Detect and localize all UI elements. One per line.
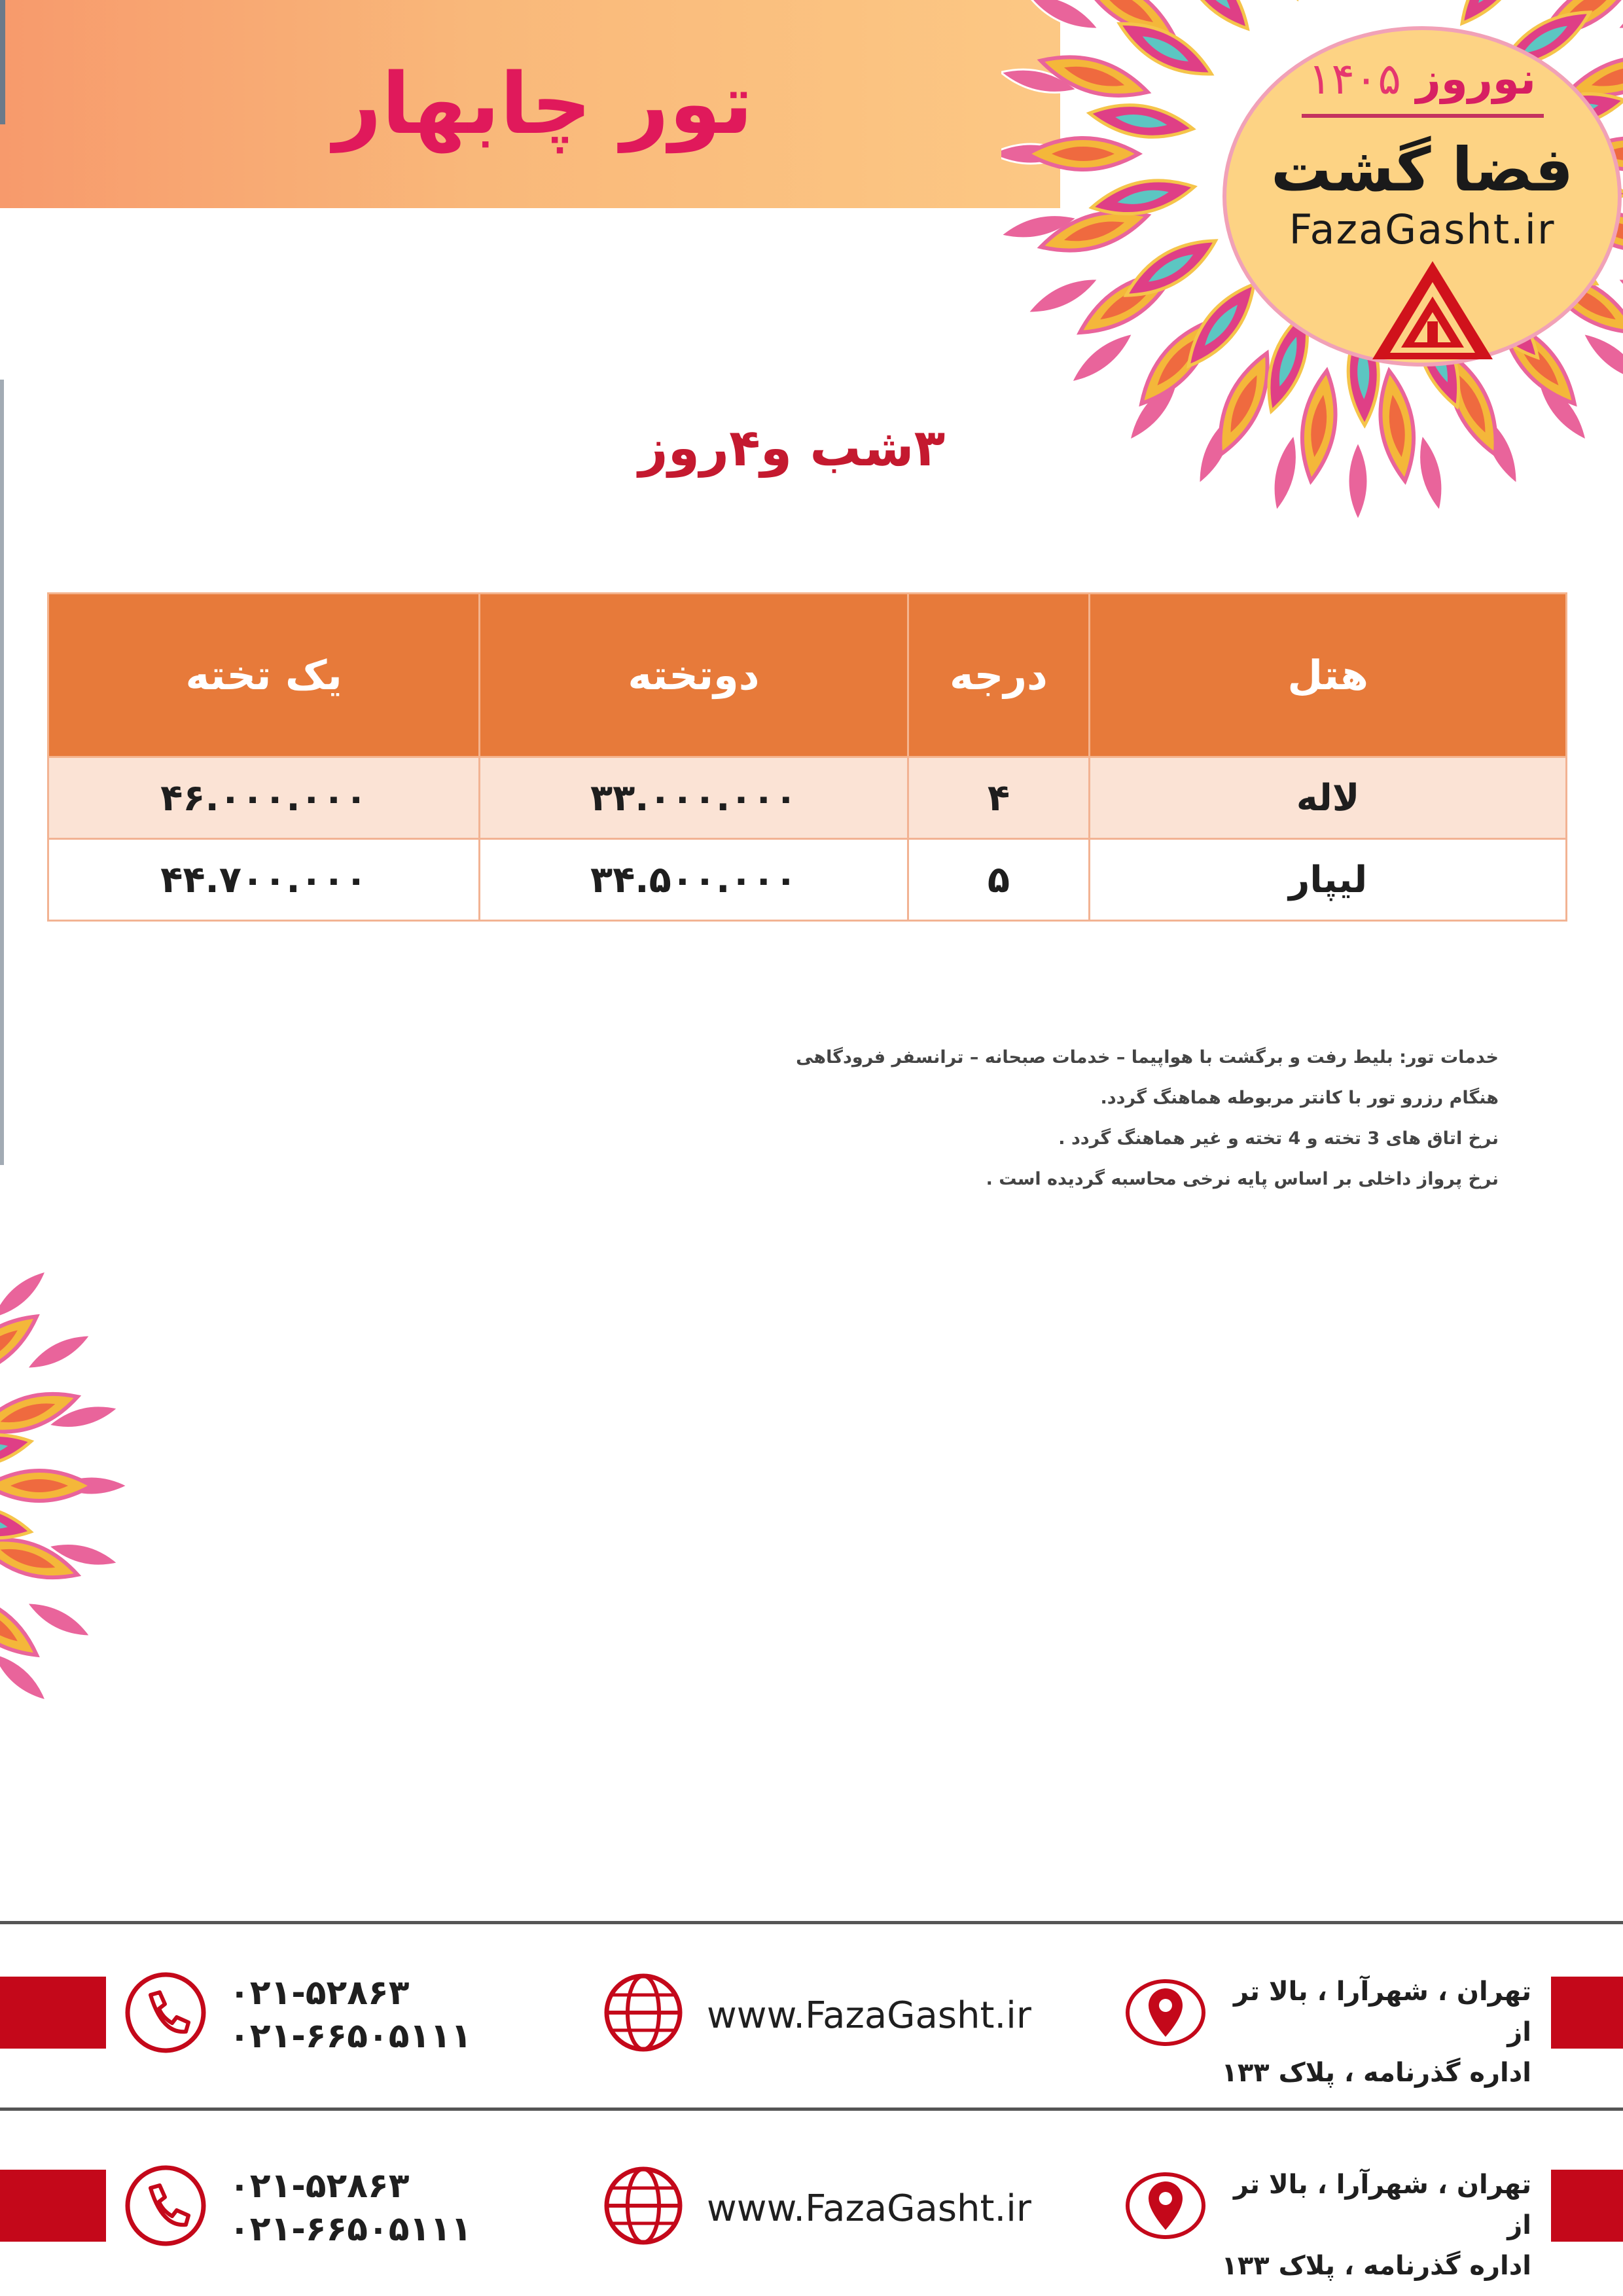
address-line-1: تهران ، شهرآرا ، بالا تر از (1234, 2170, 1531, 2240)
contact-row (0, 2150, 1623, 2281)
location-pin-icon (1124, 1971, 1207, 2054)
mandala-petal (1245, 0, 1311, 4)
phone-number-2: ۰۲۱-۶۶۵۰۵۱۱۱ (229, 2017, 472, 2056)
website-link[interactable]: www.FazaGasht.ir (707, 1994, 1031, 2037)
phone-numbers (229, 1971, 478, 2058)
logo-year: ۱۴۰۵ (1308, 54, 1401, 104)
header-grade: درجه (908, 594, 1090, 757)
table-row (48, 839, 1567, 921)
note-line: خدمات تور: بلیط رفت و برگشت با هواپیما – خدمات صبحانه – ترانسفر فرودگاهی (796, 1047, 1499, 1067)
logo-nowruz-label: نوروز (1416, 54, 1536, 104)
header-single: یک تخته (48, 594, 480, 757)
note-line: نرخ پرواز داخلی بر اساس پایه نرخی محاسبه گردیده است . (986, 1169, 1499, 1189)
location-pin-icon (1124, 2164, 1207, 2247)
tour-notes (654, 1037, 1499, 1200)
globe-icon (602, 2164, 685, 2247)
tour-duration: ۳شب و۴روز (638, 419, 946, 478)
logo-brand-name: فضا گشت (1271, 135, 1573, 205)
left-edge-line (0, 380, 4, 1165)
cell-double: ۳۳.۰۰۰.۰۰۰ (480, 757, 908, 839)
mandala-ornament-left (0, 1152, 131, 1820)
phone-number-1: ۰۲۱-۵۲۸۶۳ (229, 2166, 410, 2206)
address-line-1: تهران ، شهرآرا ، بالا تر از (1234, 1977, 1531, 2047)
red-block-right (1551, 1977, 1623, 2049)
mandala-petal (0, 1581, 45, 1667)
phone-numbers (229, 2164, 478, 2251)
footer-rule (0, 1921, 1623, 1924)
table-row (48, 757, 1567, 839)
cell-grade: ۴ (908, 757, 1090, 839)
header-hotel: هتل (1090, 594, 1567, 757)
address-line-2: اداره گذرنامه ، پلاک ۱۳۳ (1221, 2058, 1531, 2088)
phone-icon (124, 2164, 207, 2247)
header-double: دوتخته (480, 594, 908, 757)
mandala-petal (1412, 433, 1449, 514)
mandala-petal (1267, 433, 1304, 514)
mandala-petal (22, 1327, 94, 1377)
address (1217, 1971, 1531, 2093)
logo-brand-url: FazaGasht.ir (1289, 206, 1556, 253)
phone-number-1: ۰۲۱-۵۲۸۶۳ (229, 1973, 410, 2013)
address (1217, 2164, 1531, 2286)
website-link[interactable]: www.FazaGasht.ir (707, 2187, 1031, 2230)
mandala-petal (1450, 0, 1539, 33)
mandala-petal (0, 1304, 45, 1390)
red-block-left (0, 1977, 106, 2049)
tour-title: تور چابهار (333, 56, 753, 153)
cell-hotel: لیپار (1090, 839, 1567, 921)
mandala-petal (1167, 0, 1258, 39)
footer-rule (0, 2108, 1623, 2111)
faza-gasht-emblem-icon (1367, 256, 1498, 364)
logo-divider (1302, 114, 1544, 118)
note-line: نرخ اتاق های 3 تخته و 4 تخته و غیر هماهنگ گردد . (1058, 1128, 1499, 1149)
mandala-petal (1024, 0, 1103, 38)
price-table (47, 592, 1567, 922)
address-line-2: اداره گذرنامه ، پلاک ۱۳۳ (1221, 2251, 1531, 2281)
phone-icon (124, 1971, 207, 2054)
mandala-petal (1397, 0, 1459, 1)
mandala-petal (22, 1595, 94, 1645)
mandala-petal (1348, 442, 1368, 520)
contact-row (0, 1957, 1623, 2088)
red-block-left (0, 2170, 106, 2242)
mandala-petal (0, 1427, 34, 1475)
phone-number-2: ۰۲۱-۶۶۵۰۵۱۱۱ (229, 2210, 472, 2249)
cell-single: ۴۶.۰۰۰.۰۰۰ (48, 757, 480, 839)
red-block-right (1551, 2170, 1623, 2242)
globe-icon (602, 1971, 685, 2054)
cell-single: ۴۴.۷۰۰.۰۰۰ (48, 839, 480, 921)
cell-hotel: لاله (1090, 757, 1567, 839)
mandala-petal (1065, 326, 1139, 390)
note-line: هنگام رزرو تور با کانتر مربوطه هماهنگ گردد. (1100, 1088, 1499, 1108)
cell-grade: ۵ (908, 839, 1090, 921)
logo-nowruz-line (1226, 54, 1618, 104)
cell-double: ۳۴.۵۰۰.۰۰۰ (480, 839, 908, 921)
left-edge-mark (0, 0, 5, 124)
table-header-row (48, 594, 1567, 757)
mandala-petal (1577, 326, 1623, 390)
faza-gasht-logo (1222, 26, 1622, 367)
